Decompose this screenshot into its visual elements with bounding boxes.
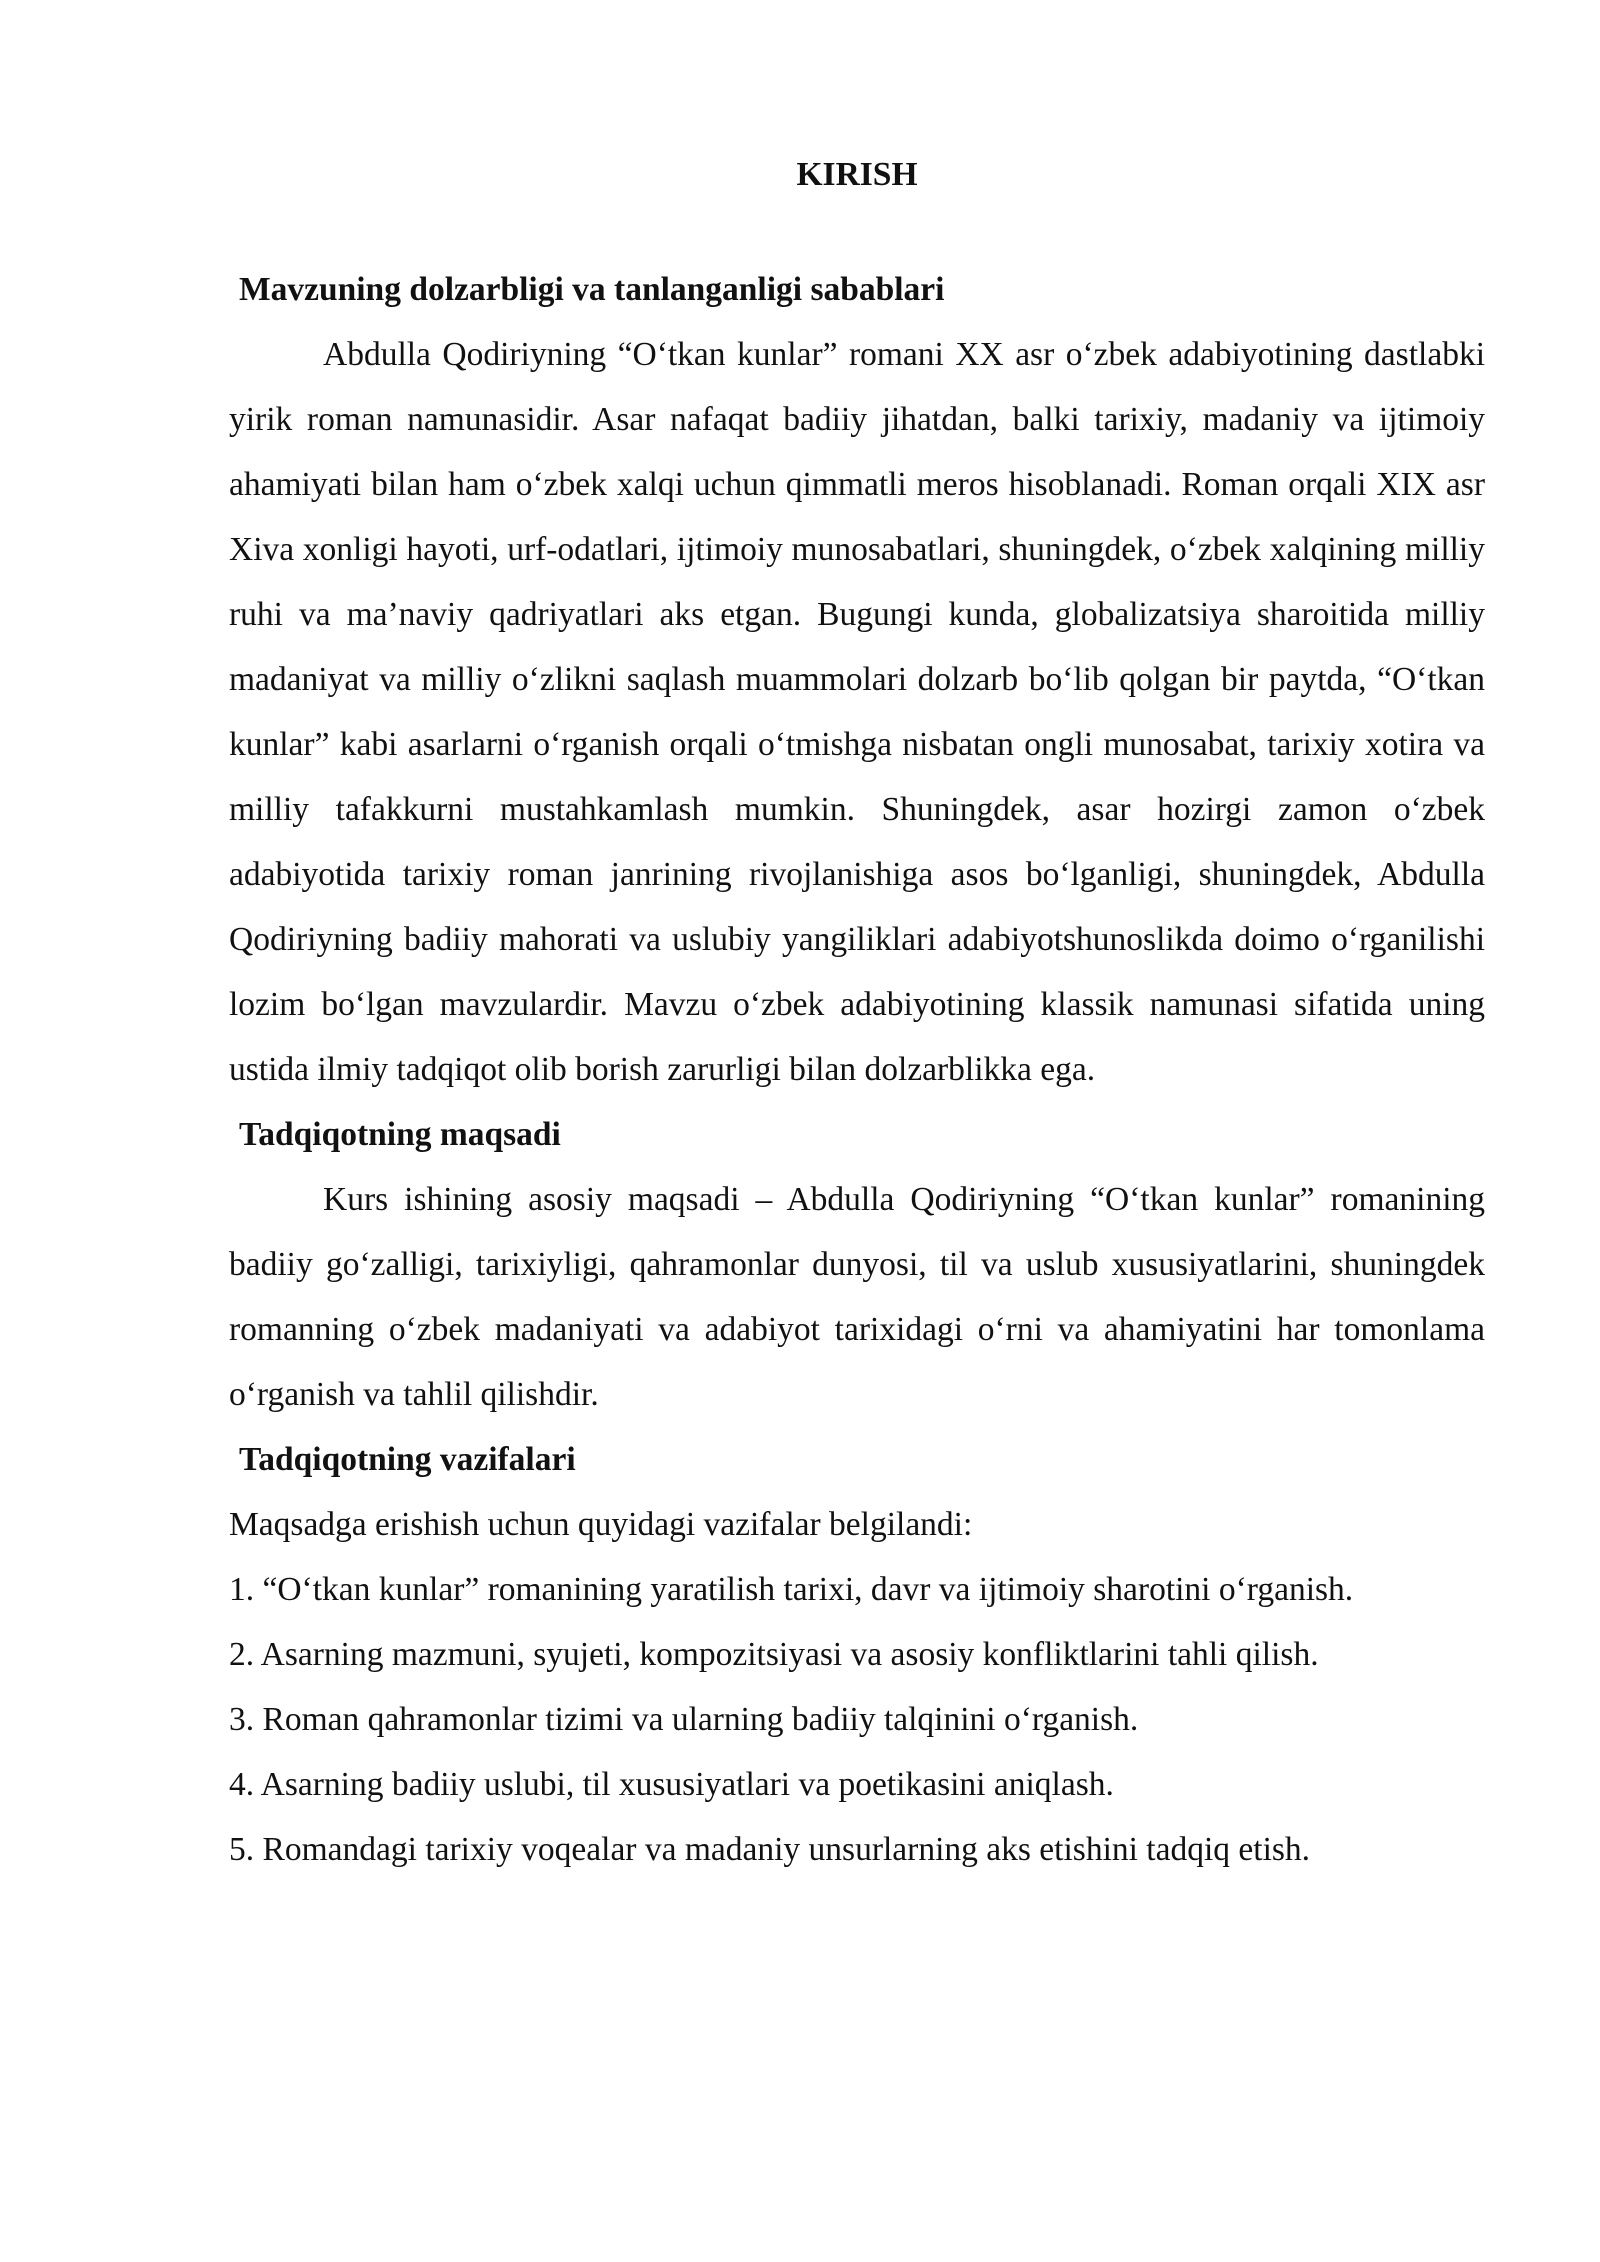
tasks-list xyxy=(229,1557,1485,1882)
section-paragraph: Abdulla Qodiriyning “O‘tkan kunlar” romani XX asr o‘zbek adabiyotining dastlabki yirik roman namunasidir. Asar nafaqat badiiy jihatdan, balki tarixiy, madaniy va ijtimoiy ahamiyati bilan ham o‘zbek xalqi uchun qimmatli meros hisoblanadi. Roman orqali XIX asr Xiva xonligi hayoti, urf-odatlari, ijtimoiy munosabatlari, shuningdek, o‘zbek xalqining milliy ruhi va ma’naviy qadriyatlari aks etgan. Bugungi kunda, globalizatsiya sharoitida milliy madaniyat va milliy o‘zlikni saqlash muammolari dolzarb bo‘lib qolgan bir paytda, “O‘tkan kunlar” kabi asarlarni o‘rganish orqali o‘tmishga nisbatan ongli munosabat, tarixiy xotira va milliy tafakkurni mustahkamlash mumkin. Shuningdek, asar hozirgi zamon o‘zbek adabiyotida tarixiy roman janrining rivojlanishiga asos bo‘lganligi, shuningdek, Abdulla Qodiriyning badiiy mahorati va uslubiy yangiliklari adabiyotshunoslikda doimo o‘rganilishi lozim bo‘lgan mavzulardir. Mavzu o‘zbek adabiyotining klassik namunasi sifatida uning ustida ilmiy tadqiqot olib borish zarurligi bilan dolzarblikka ega. xyxy=(229,336,1485,1088)
section-paragraph: Kurs ishining asosiy maqsadi – Abdulla Qodiriyning “O‘tkan kunlar” romanining badiiy go‘zalligi, tarixiyligi, qahramonlar dunyosi, til va uslub xususiyatlarini, shuningdek romanning o‘zbek madaniyati va adabiyot tarixidagi o‘rni va ahamiyatini har tomonlama o‘rganish va tahlil qilishdir. xyxy=(229,1181,1485,1413)
section-relevance xyxy=(229,257,1485,1102)
page-title: KIRISH xyxy=(796,156,918,193)
list-item: 2. Asarning mazmuni, syujeti, kompozitsiyasi va asosiy konfliktlarini tahli qilish. xyxy=(229,1636,1319,1673)
section-heading: Mavzuning dolzarbligi va tanlanganligi sabablari xyxy=(239,271,945,308)
section-tasks xyxy=(229,1427,1485,1882)
section-heading: Tadqiqotning maqsadi xyxy=(239,1116,561,1153)
list-item: 5. Romandagi tarixiy voqealar va madaniy unsurlarning aks etishini tadqiq etish. xyxy=(229,1831,1311,1868)
tasks-intro: Maqsadga erishish uchun quyidagi vazifalar belgilandi: xyxy=(229,1506,973,1543)
list-item: 1. “O‘tkan kunlar” romanining yaratilish tarixi, davr va ijtimoiy sharotini o‘rganish. xyxy=(229,1571,1354,1608)
list-item: 4. Asarning badiiy uslubi, til xususiyatlari va poetikasini aniqlash. xyxy=(229,1766,1114,1803)
list-item: 3. Roman qahramonlar tizimi va ularning badiiy talqinini o‘rganish. xyxy=(229,1701,1139,1738)
section-goal xyxy=(229,1102,1485,1427)
section-heading: Tadqiqotning vazifalari xyxy=(239,1441,576,1478)
document-body xyxy=(229,142,1485,1882)
